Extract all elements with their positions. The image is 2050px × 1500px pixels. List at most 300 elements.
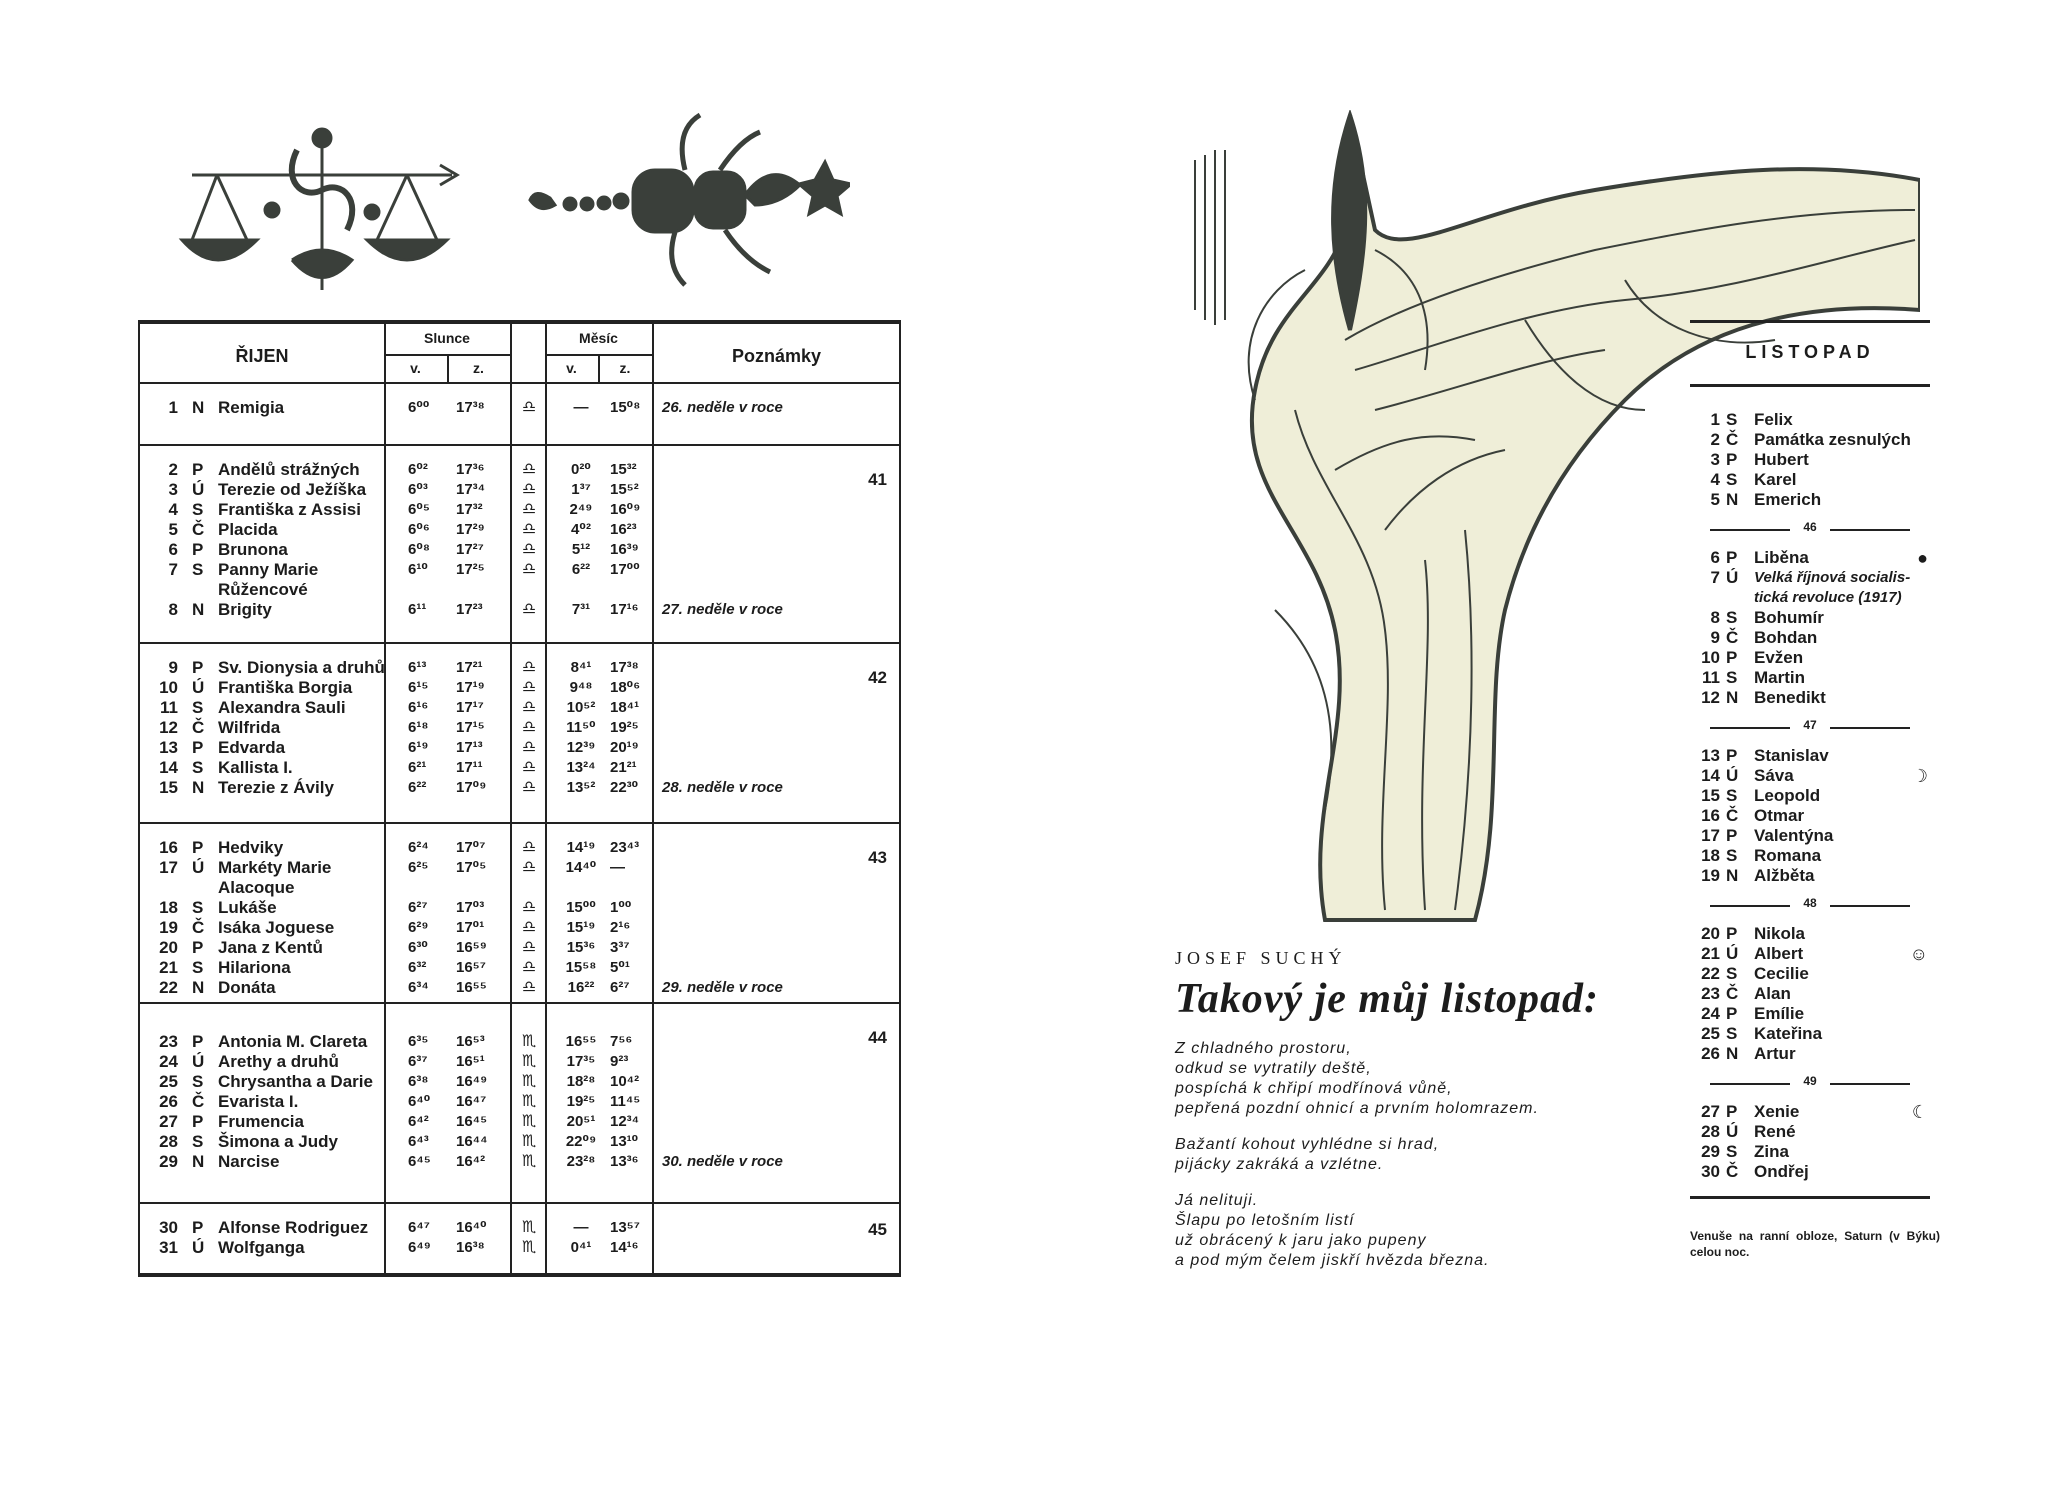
table-row-continuation bbox=[140, 580, 899, 600]
list-item bbox=[1690, 1162, 1930, 1182]
week-separator bbox=[1690, 522, 1930, 536]
cell-ss: 17³² bbox=[456, 501, 483, 518]
cell-day: P bbox=[1726, 450, 1738, 469]
list-item bbox=[1690, 786, 1930, 806]
cell-day: P bbox=[192, 838, 204, 857]
cell-name: Hilariona bbox=[218, 958, 291, 977]
cell-sr: 6¹⁵ bbox=[408, 679, 429, 696]
poem-line: Šlapu po letošním listí bbox=[1175, 1212, 1355, 1229]
list-item bbox=[1690, 1024, 1930, 1044]
cell-num: 17 bbox=[1701, 826, 1720, 845]
list-item bbox=[1690, 1102, 1930, 1122]
table-row bbox=[140, 398, 899, 418]
cell-ss: 17¹⁹ bbox=[456, 679, 485, 696]
list-item bbox=[1690, 1004, 1930, 1024]
cell-num: 19 bbox=[159, 918, 178, 937]
cell-sign: ♎ bbox=[521, 839, 537, 856]
cell-sr: 6⁴⁹ bbox=[408, 1239, 431, 1256]
cell-mr: 13²⁴ bbox=[566, 759, 596, 776]
cell-sign: ♎ bbox=[521, 601, 537, 618]
poem-line: pepřená pozdní ohnicí a prvním holomrazem. bbox=[1175, 1100, 1539, 1117]
cell-sr: 6¹³ bbox=[408, 659, 427, 676]
table-rule bbox=[1690, 384, 1930, 387]
cell-name: Alfonse Rodriguez bbox=[218, 1218, 369, 1237]
cell-num: 30 bbox=[159, 1218, 178, 1237]
week-number: 43 bbox=[868, 848, 887, 867]
cell-day: P bbox=[1726, 548, 1738, 567]
cell-ms: 16²³ bbox=[610, 521, 637, 538]
cell-ms: 11⁴⁵ bbox=[610, 1093, 641, 1110]
sun-set-header: z. bbox=[473, 360, 484, 376]
cell-name: Remigia bbox=[218, 398, 285, 417]
cell-name: Jana z Kentů bbox=[218, 938, 323, 957]
cell-day: S bbox=[1726, 470, 1738, 489]
cell-num: 14 bbox=[1701, 766, 1720, 785]
cell-day: S bbox=[192, 1072, 204, 1091]
table-row bbox=[140, 718, 899, 738]
cell-sr: 6³⁴ bbox=[408, 979, 429, 996]
cell-mr: 4⁰² bbox=[571, 521, 591, 538]
table-row bbox=[140, 978, 899, 998]
cell-ms: 18⁰⁶ bbox=[610, 679, 641, 696]
cell-name: Františka z Assisi bbox=[218, 500, 361, 519]
cell-day: P bbox=[1726, 924, 1738, 943]
poem-line: Z chladného prostoru, bbox=[1175, 1040, 1352, 1057]
cell-sr: 6²² bbox=[408, 779, 427, 796]
cell-ss: 16⁴⁷ bbox=[456, 1093, 487, 1110]
list-item bbox=[1690, 490, 1930, 510]
cell-name: Emílie bbox=[1754, 1004, 1805, 1023]
poem-stanza bbox=[1175, 1191, 1635, 1271]
cell-num: 6 bbox=[1710, 548, 1720, 567]
cell-ss: 16⁵⁷ bbox=[456, 959, 486, 976]
cell-ms: 17¹⁶ bbox=[610, 601, 639, 618]
cell-sr: 6³⁷ bbox=[408, 1053, 428, 1070]
cell-day: Ú bbox=[192, 858, 205, 877]
table-rule bbox=[1690, 320, 1930, 323]
cell-day: P bbox=[1726, 746, 1738, 765]
cell-name: Donáta bbox=[218, 978, 276, 997]
table-row bbox=[140, 778, 899, 798]
cell-name: Terezie od Ježíška bbox=[218, 480, 367, 499]
cell-mr: 8⁴¹ bbox=[570, 659, 592, 676]
cell-day: P bbox=[192, 1032, 204, 1051]
list-item bbox=[1690, 608, 1930, 628]
cell-day: Ú bbox=[192, 1238, 205, 1257]
cell-num: 25 bbox=[159, 1072, 178, 1091]
poem-line: už obrácený k jaru jako pupeny bbox=[1175, 1232, 1427, 1249]
cell-ms: 9²³ bbox=[610, 1053, 629, 1070]
table-rule bbox=[140, 1002, 899, 1004]
cell-sr: 6³⁵ bbox=[408, 1033, 429, 1050]
cell-name: Sv. Dionysia a druhů bbox=[218, 658, 385, 677]
cell-day: S bbox=[1726, 786, 1738, 805]
cell-sr: 6¹⁶ bbox=[408, 699, 429, 716]
cell-sr: 6²⁹ bbox=[408, 919, 429, 936]
cell-name: Evarista I. bbox=[218, 1092, 299, 1111]
cell-mr: 13⁵² bbox=[566, 779, 596, 796]
cell-name: Leopold bbox=[1754, 786, 1821, 805]
cell-sign: ♏ bbox=[521, 1239, 537, 1256]
moon-rise-header: v. bbox=[566, 360, 577, 376]
table-row bbox=[140, 1072, 899, 1092]
cell-num: 14 bbox=[159, 758, 178, 777]
cell-mr: 2⁴⁹ bbox=[569, 501, 593, 518]
cell-mr: 17³⁵ bbox=[566, 1053, 596, 1070]
cell-sign: ♎ bbox=[521, 659, 537, 676]
cell-ss: 17¹³ bbox=[456, 739, 483, 756]
cell-ss: 16⁴⁹ bbox=[456, 1073, 488, 1090]
cell-sign: ♎ bbox=[521, 699, 537, 716]
cell-ss: 17²⁹ bbox=[456, 521, 485, 538]
cell-name: Wilfrida bbox=[218, 718, 281, 737]
cell-name: Wolfganga bbox=[218, 1238, 305, 1257]
cell-sign: ♎ bbox=[521, 899, 537, 916]
cell-sign: ♏ bbox=[521, 1153, 537, 1170]
table-row bbox=[140, 898, 899, 918]
cell-num: 1 bbox=[168, 398, 178, 417]
cell-sign: ♎ bbox=[521, 919, 537, 936]
cell-ms: 14¹⁶ bbox=[610, 1239, 639, 1256]
cell-sr: 6²⁴ bbox=[408, 839, 429, 856]
cell-sign: ♎ bbox=[521, 679, 537, 696]
cell-day: P bbox=[192, 1112, 204, 1131]
table-row bbox=[140, 1132, 899, 1152]
cell-name: Romana bbox=[1754, 846, 1822, 865]
cell-num: 5 bbox=[1710, 490, 1720, 509]
october-calendar-table bbox=[138, 320, 901, 1277]
cell-day: N bbox=[1726, 1044, 1739, 1063]
cell-name: Bohumír bbox=[1754, 608, 1824, 627]
cell-num: 29 bbox=[1701, 1142, 1720, 1161]
cell-day: P bbox=[1726, 826, 1738, 845]
cell-num: 12 bbox=[1701, 688, 1720, 707]
cell-ms: 18⁴¹ bbox=[610, 699, 640, 716]
cell-mr: 15⁰⁰ bbox=[566, 899, 596, 916]
week-separator bbox=[1690, 898, 1930, 912]
week-number: 44 bbox=[868, 1028, 887, 1047]
cell-mr: — bbox=[573, 399, 589, 416]
cell-num: 4 bbox=[168, 500, 178, 519]
table-row bbox=[140, 1092, 899, 1112]
cell-name: Andělů strážných bbox=[218, 460, 360, 479]
cell-ss: 17⁰³ bbox=[456, 899, 485, 916]
cell-ss: 16⁵⁹ bbox=[456, 939, 487, 956]
cell-sign: ♎ bbox=[521, 859, 537, 876]
cell-name: Zina bbox=[1754, 1142, 1789, 1161]
table-rule bbox=[140, 1202, 899, 1204]
cell-num: 26 bbox=[159, 1092, 178, 1111]
cell-day: Č bbox=[192, 918, 205, 937]
table-row bbox=[140, 1052, 899, 1072]
list-item bbox=[1690, 450, 1930, 470]
list-item bbox=[1690, 548, 1930, 568]
cell-day: S bbox=[192, 758, 204, 777]
cell-ms: 13³⁶ bbox=[610, 1153, 639, 1170]
cell-mr: 7³¹ bbox=[571, 601, 591, 618]
cell-ss: 16⁴⁴ bbox=[456, 1133, 488, 1150]
cell-name: Alexandra Sauli bbox=[218, 698, 346, 717]
cell-ms: 2¹⁶ bbox=[610, 919, 631, 936]
cell-num: 23 bbox=[159, 1032, 178, 1051]
cell-num: 19 bbox=[1701, 866, 1720, 885]
cell-ss: 16⁴⁰ bbox=[456, 1219, 487, 1236]
moon-phase-icon: ☽ bbox=[1911, 766, 1928, 786]
cell-day: P bbox=[192, 738, 204, 757]
cell-name: Felix bbox=[1754, 410, 1793, 429]
cell-ms: 15³² bbox=[610, 461, 637, 478]
cell-sign: ♎ bbox=[521, 501, 537, 518]
cell-day: Č bbox=[1726, 984, 1739, 1003]
cell-name: Ondřej bbox=[1754, 1162, 1809, 1181]
rule bbox=[1830, 529, 1910, 531]
list-item bbox=[1690, 766, 1930, 786]
cell-sign: ♎ bbox=[521, 399, 537, 416]
cell-num: 10 bbox=[1701, 648, 1720, 667]
rule bbox=[1710, 1083, 1790, 1085]
cell-day: S bbox=[192, 1132, 204, 1151]
table-rule bbox=[598, 354, 600, 382]
poem-stanza bbox=[1175, 1135, 1635, 1175]
table-row bbox=[140, 460, 899, 480]
cell-num: 2 bbox=[168, 460, 178, 479]
table-row bbox=[140, 480, 899, 500]
cell-day: S bbox=[192, 560, 204, 579]
week-number: 42 bbox=[868, 668, 887, 687]
cell-ss: 17¹¹ bbox=[456, 759, 483, 776]
cell-ms: 23⁴³ bbox=[610, 839, 640, 856]
cell-num: 22 bbox=[159, 978, 178, 997]
poem bbox=[1175, 948, 1635, 1271]
cell-sr: 6⁴⁵ bbox=[408, 1153, 431, 1170]
cell-num: 26 bbox=[1701, 1044, 1720, 1063]
cell-mr: 5¹² bbox=[571, 541, 591, 558]
cell-name: Chrysantha a Darie bbox=[218, 1072, 373, 1091]
cell-ss: 17⁰⁹ bbox=[456, 779, 487, 796]
cell-sign: ♎ bbox=[521, 561, 537, 578]
cell-num: 21 bbox=[159, 958, 178, 977]
cell-name: Valentýna bbox=[1754, 826, 1834, 845]
rule bbox=[1830, 727, 1910, 729]
cell-day: N bbox=[1726, 688, 1739, 707]
cell-num: 9 bbox=[1710, 628, 1720, 647]
table-row bbox=[140, 838, 899, 858]
cell-ms: 1⁰⁰ bbox=[610, 899, 632, 916]
cell-day: N bbox=[192, 778, 205, 797]
cell-sign: ♏ bbox=[521, 1113, 537, 1130]
cell-mr: 16⁵⁵ bbox=[565, 1033, 597, 1050]
cell-mr: 0⁴¹ bbox=[570, 1239, 592, 1256]
list-item bbox=[1690, 984, 1930, 1004]
cell-name: Karel bbox=[1754, 470, 1797, 489]
cell-name: Antonia M. Clareta bbox=[218, 1032, 368, 1051]
cell-name: Liběna bbox=[1754, 548, 1809, 567]
poem-line: Já nelituji. bbox=[1175, 1192, 1259, 1209]
cell-day: P bbox=[192, 938, 204, 957]
cell-sr: 6⁰³ bbox=[408, 481, 428, 498]
cell-name: Otmar bbox=[1754, 806, 1805, 825]
table-row bbox=[140, 540, 899, 560]
cell-name: Isáka Joguese bbox=[218, 918, 335, 937]
cell-day: Ú bbox=[1726, 944, 1739, 963]
list-item bbox=[1690, 964, 1930, 984]
table-rule bbox=[1690, 1196, 1930, 1199]
cell-num: 24 bbox=[1701, 1004, 1720, 1023]
cell-name: Martin bbox=[1754, 668, 1805, 687]
cell-name: Xenie bbox=[1754, 1102, 1800, 1121]
cell-name: Terezie z Ávily bbox=[218, 778, 334, 797]
cell-sign: ♎ bbox=[521, 779, 537, 796]
cell-name: Růžencové bbox=[218, 580, 308, 599]
table-rule bbox=[140, 822, 899, 824]
cell-day: Č bbox=[192, 520, 205, 539]
moon-set-header: z. bbox=[619, 360, 631, 376]
cell-day: S bbox=[1726, 608, 1738, 627]
cell-name: Alan bbox=[1754, 984, 1791, 1003]
cell-day: P bbox=[192, 460, 204, 479]
cell-day: N bbox=[192, 1152, 205, 1171]
cell-num: 8 bbox=[168, 600, 178, 619]
list-item bbox=[1690, 866, 1930, 886]
cell-ss: 17³⁶ bbox=[456, 461, 485, 478]
table-row bbox=[140, 520, 899, 540]
cell-num: 15 bbox=[159, 778, 178, 797]
cell-num: 11 bbox=[160, 698, 178, 717]
cell-name: Sáva bbox=[1754, 766, 1794, 785]
poem-line: odkud se vytratily deště, bbox=[1175, 1060, 1372, 1077]
cell-num: 18 bbox=[159, 898, 178, 917]
cell-day: P bbox=[192, 1218, 204, 1237]
cell-num: 20 bbox=[159, 938, 178, 957]
list-item bbox=[1690, 846, 1930, 866]
cell-mr: 22⁰⁹ bbox=[565, 1133, 597, 1150]
cell-mr: 15¹⁹ bbox=[566, 919, 596, 936]
cell-mr: 0²⁰ bbox=[571, 461, 591, 478]
cell-num: 15 bbox=[1701, 786, 1720, 805]
week-number: 45 bbox=[868, 1220, 887, 1239]
cell-sr: 6²⁷ bbox=[408, 899, 428, 916]
cell-sr: 6³⁸ bbox=[408, 1073, 429, 1090]
cell-num: 17 bbox=[159, 858, 178, 877]
cell-sr: 6⁰⁰ bbox=[408, 399, 430, 416]
cell-sign: ♏ bbox=[521, 1073, 537, 1090]
moon-phase-icon: ● bbox=[1917, 548, 1928, 568]
table-row bbox=[140, 560, 899, 580]
cell-ms: 6²⁷ bbox=[610, 979, 630, 996]
cell-name: Alžběta bbox=[1754, 866, 1815, 885]
cell-day: S bbox=[192, 958, 204, 977]
cell-num: 21 bbox=[1701, 944, 1720, 963]
cell-sign: ♎ bbox=[521, 481, 537, 498]
cell-num: 25 bbox=[1701, 1024, 1720, 1043]
cell-num: 2 bbox=[1710, 430, 1720, 449]
cell-note: 27. neděle v roce bbox=[662, 601, 783, 618]
cell-day: S bbox=[1726, 1024, 1738, 1043]
cell-day: S bbox=[1726, 668, 1738, 687]
cell-num: 6 bbox=[168, 540, 178, 559]
table-rule bbox=[140, 382, 899, 384]
cell-ms: 13¹⁰ bbox=[610, 1133, 639, 1150]
cell-sr: 6⁰⁸ bbox=[408, 541, 431, 558]
cell-day: P bbox=[192, 540, 204, 559]
cell-sign: ♎ bbox=[521, 759, 537, 776]
table-row-continuation bbox=[140, 878, 899, 898]
cell-ss: 16⁴² bbox=[456, 1153, 486, 1170]
cell-sr: 6³² bbox=[408, 959, 427, 976]
cell-num: 22 bbox=[1701, 964, 1720, 983]
cell-ms: 3³⁷ bbox=[610, 939, 630, 956]
cell-ms: 16⁰⁹ bbox=[610, 501, 641, 518]
cell-mr: 16²² bbox=[567, 979, 595, 996]
cell-day: Č bbox=[1726, 806, 1739, 825]
cell-num: 28 bbox=[159, 1132, 178, 1151]
cell-num: 31 bbox=[159, 1238, 178, 1257]
cell-day: Ú bbox=[192, 678, 205, 697]
cell-sr: 6²¹ bbox=[408, 759, 427, 776]
cell-sign: ♎ bbox=[521, 461, 537, 478]
poem-line: pijácky zakráká a vzlétne. bbox=[1175, 1156, 1384, 1173]
cell-name: Emerich bbox=[1754, 490, 1822, 509]
month-title: ŘIJEN bbox=[235, 346, 289, 366]
table-row bbox=[140, 600, 899, 620]
cell-sr: 6²⁵ bbox=[408, 859, 429, 876]
cell-day: Č bbox=[192, 718, 205, 737]
cell-name: Evžen bbox=[1754, 648, 1804, 667]
cell-num: 16 bbox=[159, 838, 178, 857]
cell-sr: 6⁴² bbox=[408, 1113, 429, 1130]
table-row bbox=[140, 938, 899, 958]
cell-name: Placida bbox=[218, 520, 278, 539]
cell-sign: ♎ bbox=[521, 541, 537, 558]
astronomy-note: Venuše na ranní obloze, Saturn (v Býku) celou noc. bbox=[1690, 1229, 1940, 1259]
cell-sign: ♎ bbox=[521, 719, 537, 736]
cell-name: Hubert bbox=[1754, 450, 1809, 469]
list-item-continuation bbox=[1690, 588, 1930, 608]
libra-scales-icon bbox=[172, 120, 472, 295]
table-row bbox=[140, 1112, 899, 1132]
cell-day: Ú bbox=[1726, 568, 1739, 587]
moon-phase-icon: ☾ bbox=[1911, 1102, 1928, 1122]
cell-sr: 6⁰² bbox=[408, 461, 428, 478]
cell-day: S bbox=[1726, 1142, 1738, 1161]
cell-mr: 6²² bbox=[571, 561, 591, 578]
cell-name: tická revoluce (1917) bbox=[1754, 589, 1902, 606]
cell-sign: ♎ bbox=[521, 739, 537, 756]
list-item bbox=[1690, 924, 1930, 944]
table-row bbox=[140, 698, 899, 718]
cell-note: 28. neděle v roce bbox=[662, 779, 783, 796]
cell-name: René bbox=[1754, 1122, 1796, 1141]
list-item bbox=[1690, 1044, 1930, 1064]
cell-num: 30 bbox=[1701, 1162, 1720, 1181]
cell-day: N bbox=[1726, 866, 1739, 885]
cell-ss: 17¹⁷ bbox=[456, 699, 484, 716]
cell-name: Frumencia bbox=[218, 1112, 304, 1131]
week-number: 49 bbox=[1803, 1074, 1817, 1088]
cell-name: Albert bbox=[1754, 944, 1804, 963]
cell-name: Šimona a Judy bbox=[218, 1132, 338, 1151]
table-row bbox=[140, 918, 899, 938]
list-item bbox=[1690, 826, 1930, 846]
table-row bbox=[140, 738, 899, 758]
cell-day: P bbox=[1726, 1102, 1738, 1121]
cell-ss: 17⁰⁷ bbox=[456, 839, 486, 856]
cell-name: Benedikt bbox=[1754, 688, 1826, 707]
table-rule bbox=[140, 444, 899, 446]
cell-ss: 16⁵³ bbox=[456, 1033, 485, 1050]
week-number: 47 bbox=[1803, 718, 1817, 732]
cell-num: 13 bbox=[159, 738, 178, 757]
